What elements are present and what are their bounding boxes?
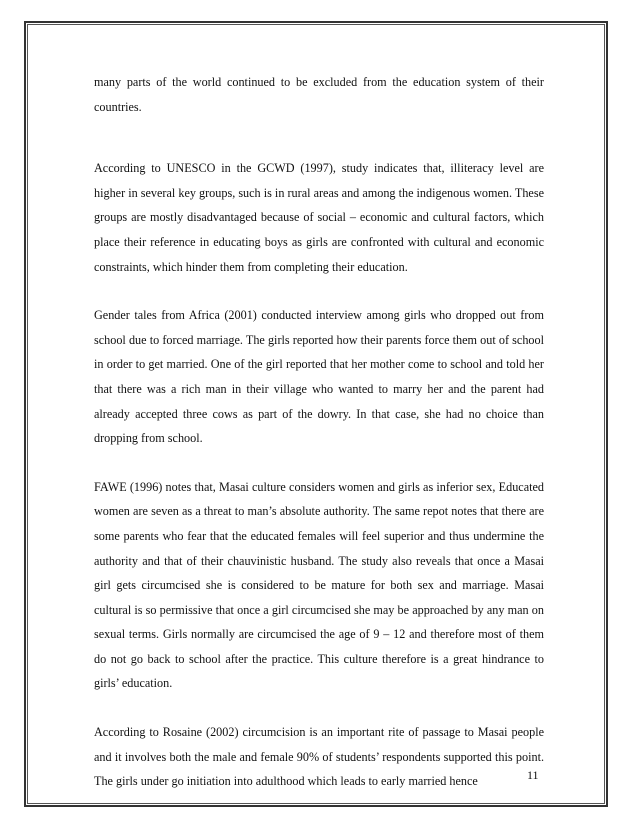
page-number: 11 xyxy=(527,768,539,782)
paragraph-rosaine: According to Rosaine (2002) circumcision is an important rite of passage to Masai people and it involves both the male and female 90% of students’ respondents supported this point. The girls under go initiation into adulthood which leads to early married hence xyxy=(94,725,544,789)
paragraph-gender-tales: Gender tales from Africa (2001) conducted interview among girls who dropped out from school due to forced marriage. The girls reported how their parents force them out of school in order to get married. One of the girl reported that her mother come to school and told her that there was a rich man in their village who wanted to marry her and the parent had already accepted three cows as part of the dowry. In that case, she had no choice than dropping from school. xyxy=(94,308,544,446)
paragraph-fawe: FAWE (1996) notes that, Masai culture considers women and girls as inferior sex, Educated women are seven as a threat to man’s absolute authority. The same repot notes that there are some parents who fear that the educated females will feel superior and thus undermine the authority and that of their chauvinistic husband. The study also reveals that once a Masai girl gets circumcised she is considered to be mature for both sex and marriage. Masai cultural is so permissive that once a girl circumcised she may be approached by any man on sexual terms. Girls normally are circumcised the age of 9 – 12 and therefore most of them do not go back to school after the practice. This culture therefore is a great hindrance to girls’ education. xyxy=(94,479,544,691)
paragraph-spacer xyxy=(94,119,544,156)
paragraph-continuation: many parts of the world continued to be excluded from the education system of their countries. xyxy=(94,75,544,114)
paragraph-unesco: According to UNESCO in the GCWD (1997), study indicates that, illiteracy level are higher in several key groups, such is in rural areas and among the indigenous women. These groups are mostly disadvantaged because of social – economic and cultural factors, which place their reference in educating boys as girls are confronted with cultural and economic constraints, which hinder them from completing their education. xyxy=(94,161,544,274)
paragraph-spacer xyxy=(94,279,544,303)
paragraph-spacer xyxy=(94,451,544,475)
page-body xyxy=(94,70,544,794)
paragraph-spacer xyxy=(94,696,544,720)
